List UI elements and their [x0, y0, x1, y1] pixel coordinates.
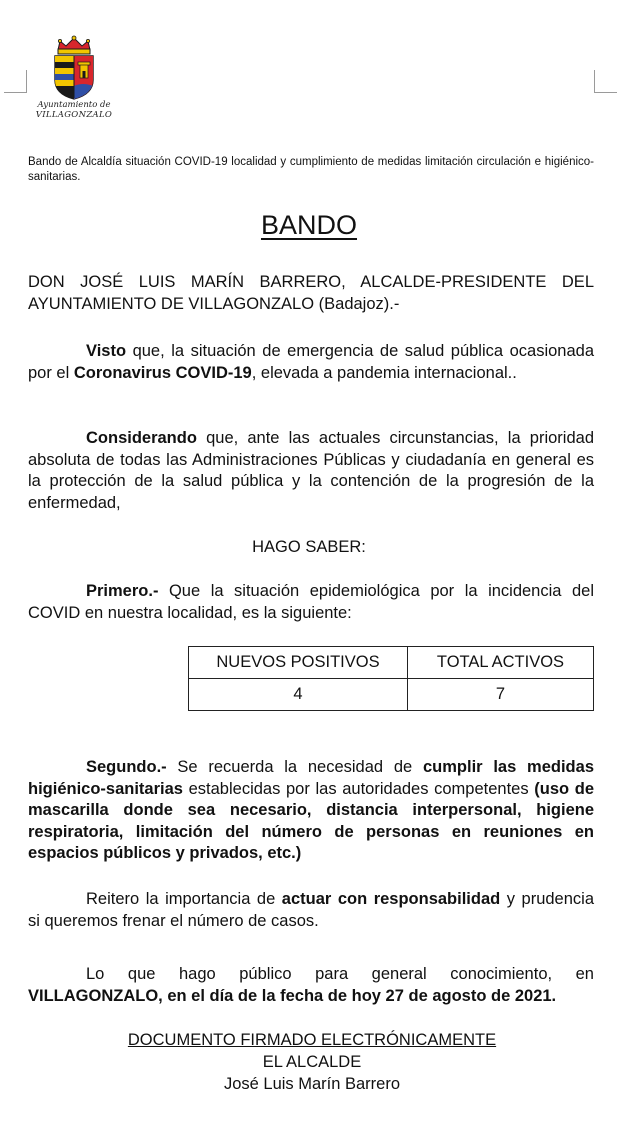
segundo-lead: Segundo.-: [86, 758, 167, 776]
paragraph-visto: [28, 341, 594, 384]
logo-caption-line1: Ayuntamiento de: [37, 100, 111, 110]
hago-saber: HAGO SABER:: [252, 538, 366, 556]
authority-heading: DON JOSÉ LUIS MARÍN BARRERO, ALCALDE-PRESIDENTE DEL AYUNTAMIENTO DE VILLAGONZALO (Badajoz).-: [28, 273, 594, 313]
paragraph-reitero: [28, 889, 594, 932]
municipal-logo: [26, 34, 122, 120]
coat-of-arms-icon: [51, 34, 97, 100]
paragraph-closing: [28, 964, 594, 1007]
header-total-activos: TOTAL ACTIVOS: [408, 647, 594, 679]
visto-bold: Coronavirus COVID-19: [73, 363, 252, 382]
table-header-row: [189, 647, 594, 679]
primero-text: Que la situación epidemiológica por la incidencia del COVID en nuestra localidad, es la siguiente:: [28, 582, 594, 622]
segundo-text-2: establecidas por las autoridades competentes: [182, 779, 535, 798]
cases-table: [188, 646, 594, 711]
value-nuevos-positivos: 4: [189, 679, 408, 711]
paragraph-segundo: [28, 757, 594, 865]
primero-lead: Primero.-: [86, 582, 159, 600]
paragraph-considerando: [28, 428, 594, 514]
considerando-lead: Considerando: [86, 429, 197, 447]
closing-bold: VILLAGONZALO, en el día de la fecha de hoy 27 de agosto de 2021.: [28, 986, 557, 1005]
considerando-text: que, ante las actuales circunstancias, la prioridad absoluta de todas las Administraciones Públicas y ciudadanía en general es la protección de la salud pública y la contención de la progresión de la enfermedad,: [28, 429, 594, 512]
value-total-activos: 7: [408, 679, 594, 711]
segundo-text-1: Se recuerda la necesidad de: [166, 758, 423, 776]
header-nuevos-positivos: NUEVOS POSITIVOS: [189, 647, 408, 679]
signature-role: EL ALCALDE: [262, 1053, 362, 1071]
reitero-text-1: Reitero la importancia de: [86, 890, 282, 908]
visto-text-2: , elevada a pandemia internacional..: [251, 363, 517, 382]
signature-electronic: DOCUMENTO FIRMADO ELECTRÓNICAMENTE: [127, 1031, 497, 1049]
document-title: BANDO: [260, 210, 358, 240]
reitero-text-2: y prudencia si queremos frenar el número de casos.: [28, 890, 595, 930]
segundo-bold-2: (uso de mascarilla donde sea necesario, distancia interpersonal, higiene respiratoria, limitación del número de personas en reuniones en espacios públicos y privados, etc.): [28, 779, 595, 862]
closing-text: Lo que hago público para general conocimiento, en: [86, 965, 594, 983]
crop-mark-right: [594, 70, 617, 93]
table-row: [189, 679, 594, 711]
segundo-bold-1: cumplir las medidas higiénico-sanitarias: [28, 758, 594, 798]
logo-caption-line2: VILLAGONZALO: [35, 110, 113, 120]
document-subject: Bando de Alcaldía situación COVID-19 localidad y cumplimiento de medidas limitación circulación e higiénico-sanitarias.: [28, 156, 594, 183]
signature-name: José Luis Marín Barrero: [223, 1075, 401, 1093]
crop-mark-left: [4, 70, 27, 93]
reitero-bold: actuar con responsabilidad: [281, 890, 501, 908]
paragraph-primero: [28, 581, 594, 624]
visto-text-1: que, la situación de emergencia de salud pública ocasionada por el: [28, 342, 594, 382]
visto-lead: Visto: [86, 342, 127, 360]
